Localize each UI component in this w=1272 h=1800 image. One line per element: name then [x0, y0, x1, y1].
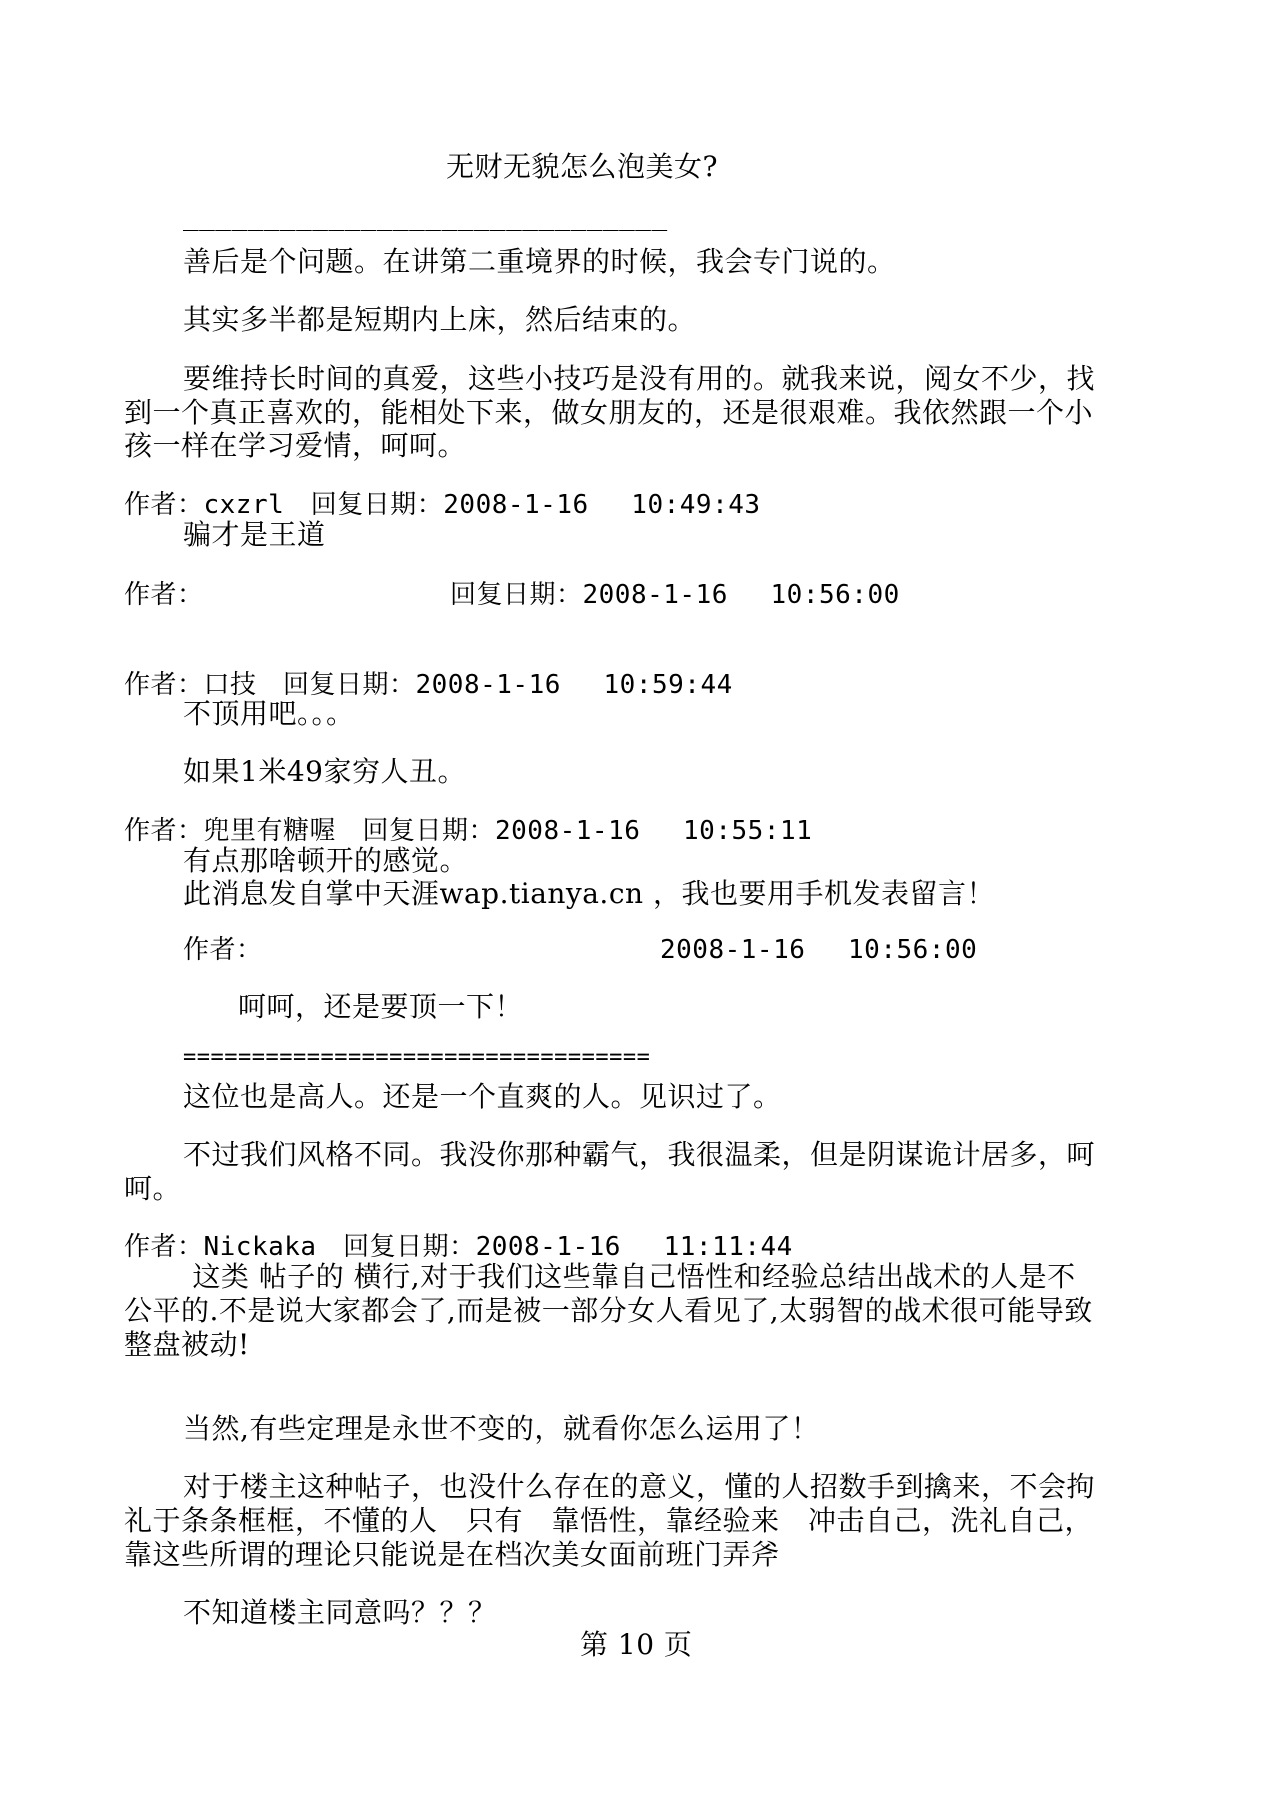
- reply-header-author: 作者：: [124, 580, 204, 610]
- reply-body: 靠这些所谓的理论只能说是在档次美女面前班门弄斧: [124, 1538, 780, 1571]
- separator-equals: ==================================: [183, 1045, 651, 1070]
- reply-header: 作者：Nickaka 回复日期：2008-1-16 11:11:44: [124, 1232, 793, 1262]
- reply-body: 公平的.不是说大家都会了,而是被一部分女人看见了,太弱智的战术很可能导致: [124, 1294, 1093, 1327]
- reply-body: 骗才是王道: [183, 518, 326, 551]
- reply-body: 这类 帖子的 横行,对于我们这些靠自己悟性和经验总结出战术的人是不: [183, 1260, 1076, 1293]
- reply-body: 有点那啥顿开的感觉。: [183, 844, 469, 877]
- paragraph-line: 孩一样在学习爱情，呵呵。: [124, 429, 467, 462]
- reply-header-clipped: [124, 905, 850, 929]
- reply-body: 不知道楼主同意吗？？？: [183, 1596, 497, 1629]
- reply-body: 当然,有些定理是永世不变的，就看你怎么运用了！: [183, 1412, 820, 1445]
- paragraph-line: 这位也是高人。还是一个直爽的人。见识过了。: [183, 1080, 782, 1113]
- paragraph-line: 要维持长时间的真爱，这些小技巧是没有用的。就我来说，阅女不少，找: [183, 362, 1096, 395]
- reply-header: 作者：cxzrl 回复日期：2008-1-16 10:49:43: [124, 490, 761, 520]
- paragraph-line: 善后是个问题。在讲第二重境界的时候，我会专门说的。: [183, 245, 896, 278]
- reply-body: 礼于条条框框，不懂的人 只有 靠悟性，靠经验来 冲击自己，洗礼自己，: [124, 1504, 1094, 1537]
- reply-header-date: 回复日期：2008-1-16 10:56:00: [450, 580, 900, 610]
- paragraph-line: 到一个真正喜欢的，能相处下来，做女朋友的，还是很艰难。我依然跟一个小: [124, 396, 1094, 429]
- reply-body: 此消息发自掌中天涯wap.tianya.cn ，我也要用手机发表留言！: [183, 877, 995, 910]
- paragraph-line: 不过我们风格不同。我没你那种霸气，我很温柔，但是阴谋诡计居多，呵: [183, 1138, 1096, 1171]
- reply-header: 作者：口技 回复日期：2008-1-16 10:59:44: [124, 670, 733, 700]
- quote-header-date: 2008-1-16 10:56:00: [660, 935, 978, 965]
- reply-body: 不顶用吧。。。: [183, 697, 355, 730]
- page-number: 第 10 页: [580, 1628, 693, 1661]
- paragraph-line: 其实多半都是短期内上床，然后结束的。: [183, 303, 697, 336]
- quote-header-author: 作者：: [183, 935, 263, 965]
- reply-body: 整盘被动!: [124, 1328, 250, 1361]
- page-title: 无财无貌怎么泡美女?: [446, 150, 719, 183]
- reply-body: 对于楼主这种帖子，也没什么存在的意义，懂的人招数手到擒来，不会拘: [183, 1470, 1096, 1503]
- quote-body: 呵呵，还是要顶一下！: [238, 990, 524, 1023]
- reply-body: 如果1米49家穷人丑。: [183, 755, 466, 788]
- reply-body-truncated: [183, 606, 506, 632]
- reply-header: 作者：兜里有糖喔 回复日期：2008-1-16 10:55:11: [124, 816, 813, 846]
- separator-dash: ______________________________: [183, 202, 668, 232]
- paragraph-line: 呵。: [124, 1172, 182, 1205]
